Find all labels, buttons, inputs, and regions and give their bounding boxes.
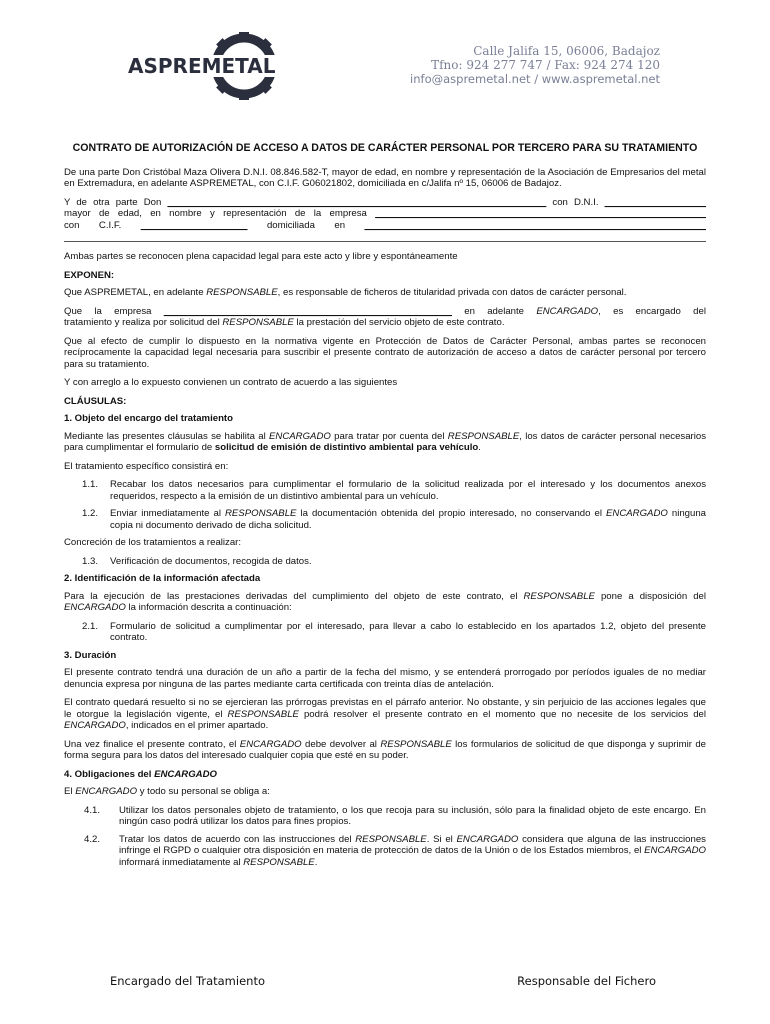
clause-3-p3: Una vez finalice el presente contrato, el ENCARGADO debe devolver al RESPONSABLE los formularios de solicitud de que disponga y suprimir de forma segura para los datos del interesado cualquier copia que esté en su poder. (64, 738, 707, 761)
signature-label-encargado: Encargado del Tratamiento (110, 974, 265, 988)
exponen-heading: EXPONEN: (64, 269, 115, 281)
clause-1-p1: Mediante las presentes cláusulas se habilita al ENCARGADO para tratar por cuenta del RESPONSABLE, los datos de carácter personal necesarios para cumplimentar el formulario de solicitud de emisión de distintivo ambiental para vehículo. (64, 430, 706, 453)
clause-4-p1: El ENCARGADO y todo su personal se obliga a: (64, 786, 270, 797)
phone-fax: Tfno: 924 277 747 / Fax: 924 274 120 (431, 58, 660, 72)
logo-wordmark: ASPREMETAL (128, 54, 276, 78)
exponen-p3: Que al efecto de cumplir lo dispuesto en la normativa vigente en Protección de Datos de Carácter Personal, ambas partes se reconocen recíprocamente la capacidad legal necesaria para suscribir el presente contrato de autorización de acceso a datos de carácter personal por tercero para su tratamiento. (64, 335, 706, 370)
clause-1-heading: 1. Objeto del encargo del tratamiento (64, 413, 233, 424)
exponen-p4: Y con arreglo a lo expuesto convienen un contrato de acuerdo a las siguientes (64, 377, 398, 388)
exponen-p2: Que la empresa ______________________________________________________ en adelante ENCARGADO, es encargado del tratamiento y realiza por solicitud del RESPONSABLE la prestación del servicio objeto de este contrato. (64, 305, 706, 328)
document-body (64, 143, 706, 874)
blank-line (64, 231, 706, 242)
list-item-1-2: 1.2. Enviar inmediatamente al RESPONSABLE la documentación obtenida del propio interesado, no conservando el ENCARGADO ninguna copia ni documento derivado de dicha solicitud. (82, 508, 707, 531)
clause-1-p2: El tratamiento específico consistirá en: (64, 460, 229, 472)
document-title: CONTRATO DE AUTORIZACIÓN DE ACCESO A DATOS DE CARÁCTER PERSONAL POR TERCERO PARA SU TRATAMIENTO (72, 142, 698, 154)
clause-2-heading: 2. Identificación de la información afectada (64, 573, 261, 584)
signature-label-responsable: Responsable del Fichero (517, 974, 656, 988)
clause-3-heading: 3. Duración (64, 649, 117, 661)
clause-2-p1: Para la ejecución de las prestaciones derivadas del cumplimiento del objeto de este contrato, el RESPONSABLE pone a disposición del ENCARGADO la información descrita a continuación: (64, 590, 706, 613)
clausulas-heading: CLÁUSULAS: (64, 395, 127, 407)
email-web: info@aspremetal.net / www.aspremetal.net (410, 72, 660, 86)
contact-block (410, 44, 660, 86)
clause-4-heading: 4. Obligaciones del ENCARGADO (64, 768, 218, 780)
list-item-2-1: 2.1. Formulario de solicitud a cumplimentar por el interesado, para llevar a cabo lo establecido en los apartados 1.2, objeto del presente contrato. (82, 620, 706, 643)
list-item-1-1: 1.1. Recabar los datos necesarios para cumplimentar el formulario de la solicitud realizada por el interesado y los documentos anexos requeridos, respecto a la emisión de un distintivo ambiental para un vehículo. (82, 479, 706, 502)
other-party-block: Y de otra parte Don _______________________________________________________________________ con D.N.I. ___________________ mayor de edad, en nombre y representación de la empresa ______________________________________________________________ con C.I.F. ____________________ domiciliada en ________________________________________________________________ (64, 197, 706, 243)
list-item-1-3: 1.3. Verificación de documentos, recogida de datos. (82, 555, 312, 567)
clause-1-p3: Concreción de los tratamientos a realizar: (64, 537, 242, 548)
capacity-paragraph: Ambas partes se reconocen plena capacidad legal para este acto y libre y espontáneamente (64, 251, 458, 262)
list-item-4-2: 4.2. Tratar los datos de acuerdo con las instrucciones del RESPONSABLE. Si el ENCARGADO considera que alguna de las instrucciones infringe el RGPD o cualquier otra disposición en materia de protección de datos de la Unión o de los Estados miembros, el ENCARGADO informará inmediatamente al RESPONSABLE. (84, 833, 706, 868)
aspremetal-logo (126, 30, 296, 110)
clause-3-p2: El contrato quedará resuelto si no se ejercieran las prórrogas previstas en el párrafo anterior. No obstante, y sin perjuicio de las acciones legales que le otorgue la legislación vigente, el RESPONSABLE podrá resolver el presente contrato en el momento que no necesite de los servicios del ENCARGADO, indicados en el primer apartado. (64, 697, 706, 731)
exponen-p1: Que ASPREMETAL, en adelante RESPONSABLE, es responsable de ficheros de titularidad privada con datos de carácter personal. (64, 287, 627, 298)
address: Calle Jalifa 15, 06006, Badajoz (473, 44, 660, 58)
signature-footer (110, 974, 656, 988)
clause-3-p1: El presente contrato tendrá una duración de un año a partir de la fecha del mismo, y se entenderá prorrogado por períodos iguales de no mediar denuncia expresa por ninguna de las partes mediante carta certificada con treinta días de antelación. (64, 667, 706, 690)
intro-paragraph: De una parte Don Cristóbal Maza Olivera D.N.I. 08.846.582-T, mayor de edad, en nombre y representación de la Asociación de Empresarios del metal en Extremadura, en adelante ASPREMETAL, con C.I.F. G06021802, domiciliada en c/Jalifa nº 15, 06006 de Badajoz. (64, 166, 706, 189)
list-item-4-1: 4.1. Utilizar los datos personales objeto de tratamiento, o los que recoja para su inclusión, sólo para la finalidad objeto de este encargo. En ningún caso podrá utilizar los datos para fines propios. (84, 804, 706, 827)
